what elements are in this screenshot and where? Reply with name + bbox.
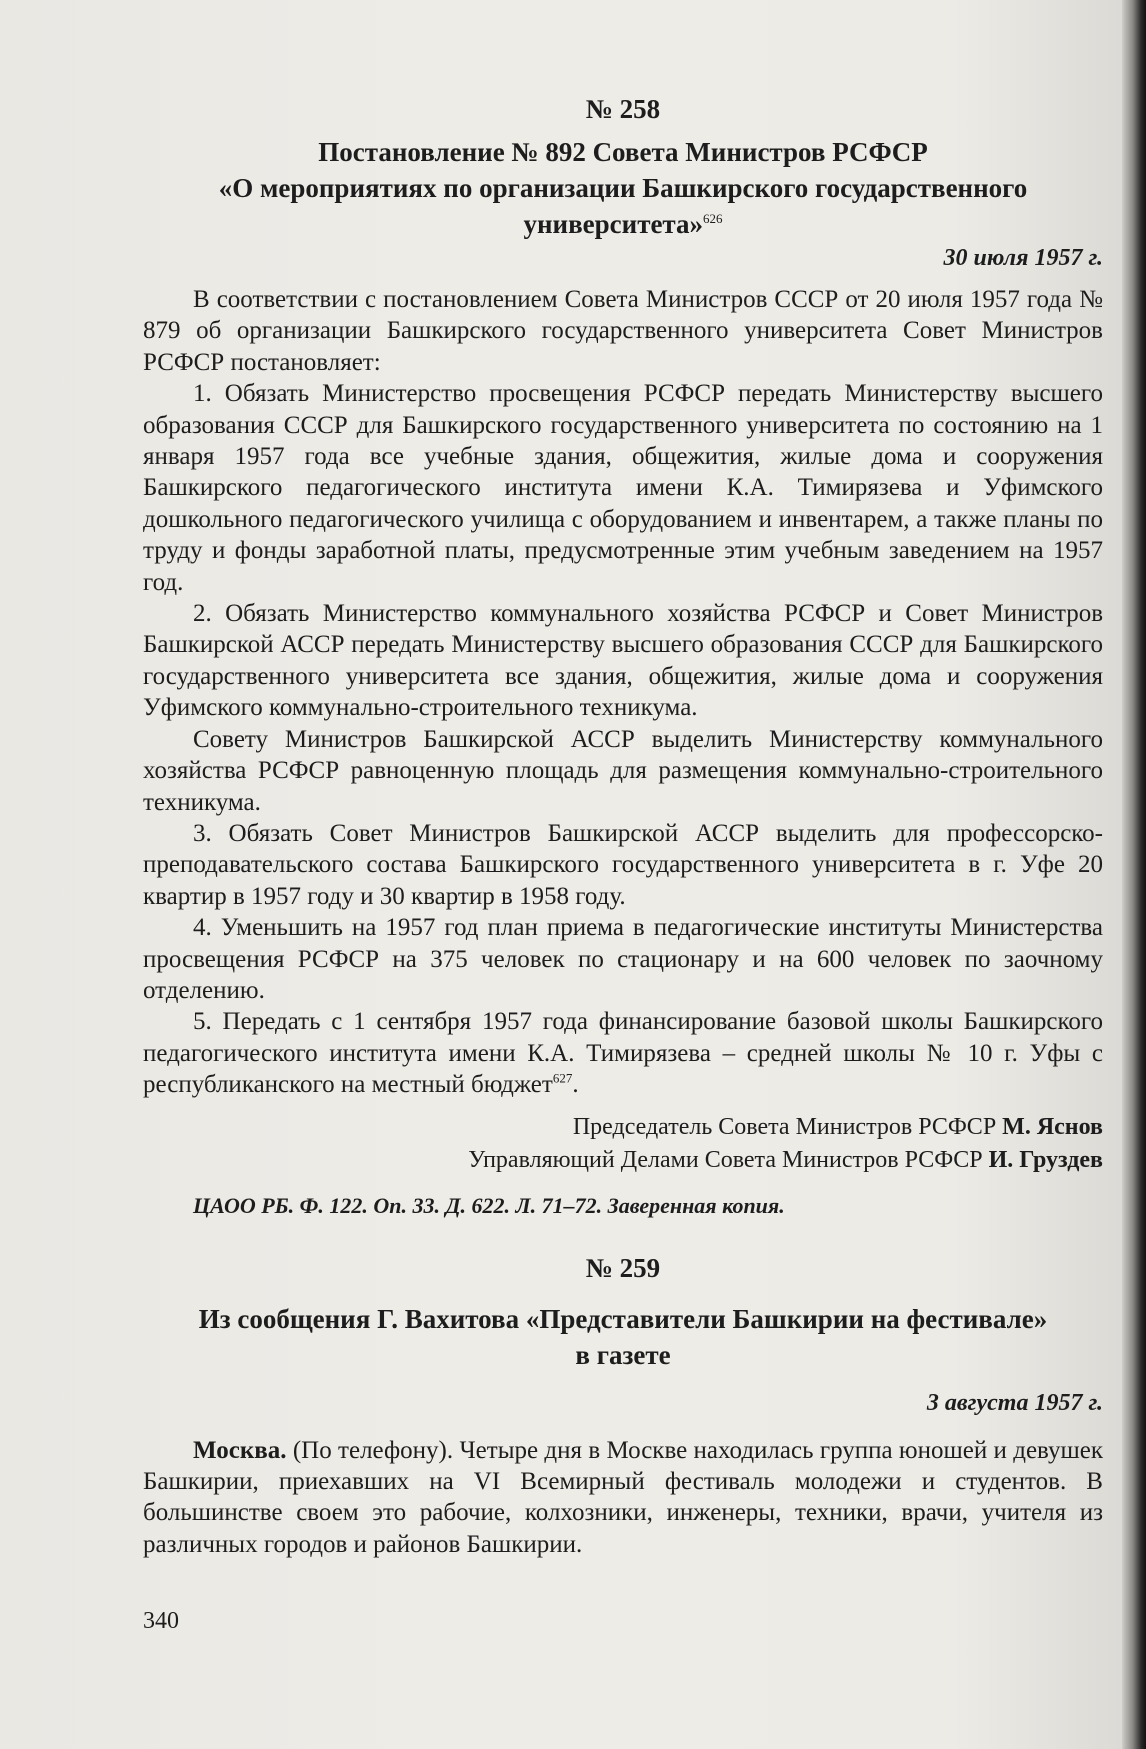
signature-block (143, 1111, 1103, 1177)
clause-5-text: 5. Передать с 1 сентября 1957 года финансирование базовой школы Башкирского педагогического института имени К.А. Тимирязева – средней школы № 10 г. Уфы с республиканского на местный бюджет (143, 1008, 1103, 1099)
clause-2-paragraph: 2. Обязать Министерство коммунального хозяйства РСФСР и Совет Министров Башкирской АССР передать Министерству высшего образования СССР для Башкирского государственного университета все здания, общежития, жилые дома и сооружения Уфимского коммунально-строительного техникума. (143, 600, 1103, 722)
document-date-258: 30 июля 1957 г. (943, 245, 1103, 271)
clause-3-paragraph: 3. Обязать Совет Министров Башкирской АССР выделить для профессорско-преподавательского состава Башкирского государственного университета в г. Уфе 20 квартир в 1957 году и 30 квартир в 1958 году. (143, 819, 1103, 910)
title-line-2: «О мероприятиях по организации Башкирского государственного (218, 173, 1028, 203)
title-line-3 (143, 206, 1103, 242)
report-text: (По телефону). Четыре дня в Москве находилась группа юношей и девушек Башкирии, приехавших на VI Всемирный фестиваль молодежи и студентов. В большинстве своем это рабочие, колхозники, инженеры, техники, врачи, учителя из различных городов и районов Башкирии. (143, 1436, 1103, 1558)
signature-chairman (143, 1111, 1103, 1144)
footnote-marker-627: 627 (552, 1070, 573, 1086)
signature-position: Управляющий Делами Совета Министров РСФСР (468, 1146, 983, 1173)
clause-5-paragraph (143, 1006, 1103, 1100)
clause-4-paragraph: 4. Уменьшить на 1957 год план приема в педагогические институты Министерства просвещения РСФСР на 375 человек по стационару и на 600 человек по заочному отделению. (143, 914, 1103, 1004)
document-title-258 (143, 134, 1103, 242)
document-number-259: № 259 (585, 1252, 661, 1283)
clause-2-continuation-paragraph: Совету Министров Башкирской АССР выделить Министерству коммунального хозяйства РСФСР равноценную площадь для размещения коммунально-строительного техникума. (143, 725, 1103, 816)
signature-position: Председатель Совета Министров РСФСР (572, 1113, 997, 1140)
document-number-258: № 258 (585, 94, 661, 124)
clause-5-period: . (572, 1071, 579, 1099)
title-line-1: Постановление № 892 Совета Министров РСФСР (318, 137, 928, 167)
archive-source-reference: ЦАОО РБ. Ф. 122. Оп. 33. Д. 622. Л. 71–72. Заверенная копия. (193, 1192, 785, 1218)
book-binding-edge (1122, 0, 1146, 1749)
signature-name: И. Груздев (988, 1146, 1103, 1173)
signature-name: М. Яснов (1002, 1113, 1103, 1140)
page-number: 340 (143, 1608, 179, 1634)
title-line-2: в газете (575, 1339, 671, 1370)
document-title-259 (143, 1301, 1103, 1373)
title-line-1: Из сообщения Г. Вахитова «Представители Башкирии на фестивале» (198, 1303, 1048, 1334)
document-date-259: 3 августа 1957 г. (926, 1389, 1103, 1416)
signature-manager (143, 1144, 1103, 1177)
clause-1-paragraph: 1. Обязать Министерство просвещения РСФСР передать Министерству высшего образования СССР для Башкирского государственного университета по состоянию на 1 января 1957 года все учебные здания, общежития, жилые дома и сооружения Башкирского педагогического института имени К.А. Тимирязева и Уфимского дошкольного педагогического училища с оборудованием и инвентарем, а также планы по труду и фонды заработной платы, предусмотренные этим учебным заведением на 1957 год. (143, 380, 1103, 596)
footnote-marker-626: 626 (703, 211, 723, 226)
preamble-paragraph: В соответствии с постановлением Совета Министров СССР от 20 июля 1957 года № 879 об организации Башкирского государственного университета Совет Министров РСФСР постановляет: (143, 286, 1103, 376)
report-paragraph (143, 1435, 1103, 1561)
title-line-3-text: университета» (523, 209, 704, 239)
page-content (143, 92, 1103, 1560)
report-location: Москва. (193, 1436, 287, 1464)
